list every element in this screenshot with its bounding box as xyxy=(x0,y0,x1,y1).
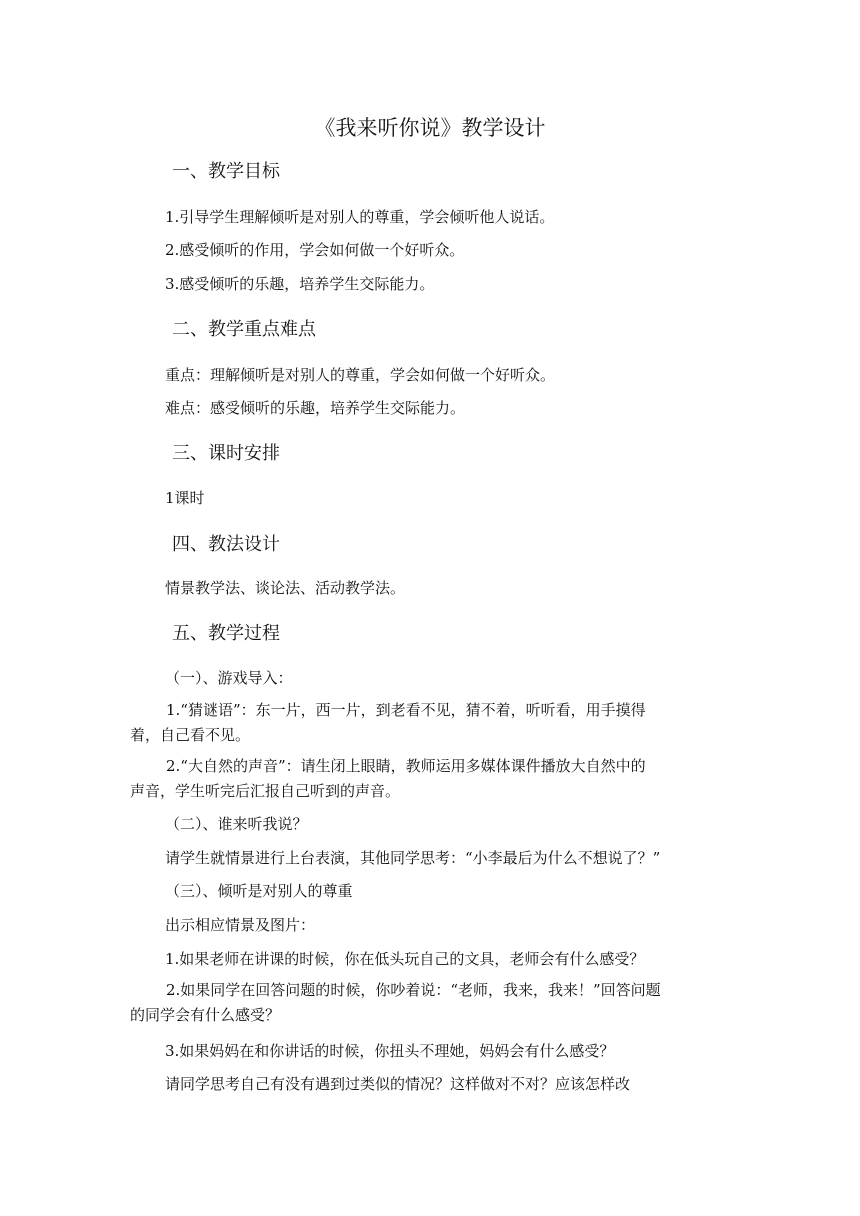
goal-item-2: 2.感受倾听的作用，学会如何做一个好听众。 xyxy=(165,241,465,259)
process-part1-title: （一）、游戏导入： xyxy=(165,669,293,687)
key-point-text: 重点：理解倾听是对别人的尊重，学会如何做一个好听众。 xyxy=(165,366,556,384)
difficulty-text: 难点：感受倾听的乐趣，培养学生交际能力。 xyxy=(165,399,466,417)
goal-item-1: 1.引导学生理解倾听是对别人的尊重，学会倾听他人说话。 xyxy=(165,208,555,226)
process-part3-item2-line1: 2.如果同学在回答问题的时候，你吵着说：“老师，我来，我来！”回答问题 xyxy=(166,981,661,999)
process-part3-item1: 1.如果老师在讲课的时候，你在低头玩自己的文具，老师会有什么感受？ xyxy=(165,950,645,968)
section-heading-schedule: 三、课时安排 xyxy=(172,443,280,464)
process-part1-item1-line1: 1.“猜谜语”：东一片，西一片，到老看不见，猜不着，听听看，用手摸得 xyxy=(166,701,646,719)
methods-text: 情景教学法、谈论法、活动教学法。 xyxy=(165,579,406,597)
process-part2-title: （二）、谁来听我说？ xyxy=(165,815,308,833)
process-part1-item1 xyxy=(130,698,735,748)
process-part3-reflect: 请同学思考自己有没有遇到过类似的情况？这样做对不对？应该怎样改 xyxy=(165,1075,631,1093)
process-part3-item2 xyxy=(130,978,735,1028)
process-part3-intro: 出示相应情景及图片： xyxy=(165,916,316,934)
process-part2-text: 请学生就情景进行上台表演，其他同学思考：“小李最后为什么不想说了？” xyxy=(165,849,661,867)
goal-item-3: 3.感受倾听的乐趣，培养学生交际能力。 xyxy=(165,275,435,293)
process-part1-item2 xyxy=(130,754,735,804)
document-title: 《我来听你说》教学设计 xyxy=(314,116,546,140)
process-part3-title: （三）、倾听是对别人的尊重 xyxy=(165,882,353,900)
process-part1-item2-line1: 2.“大自然的声音”：请生闭上眼睛，教师运用多媒体课件播放大自然中的 xyxy=(166,757,646,775)
section-heading-methods: 四、教法设计 xyxy=(172,534,280,555)
process-part3-item3: 3.如果妈妈在和你讲话的时候，你扭头不理她，妈妈会有什么感受？ xyxy=(165,1042,615,1060)
process-part1-item1-line2: 着，自己看不见。 xyxy=(130,726,251,744)
schedule-text: 1课时 xyxy=(165,489,205,507)
section-heading-goals: 一、教学目标 xyxy=(172,161,280,182)
process-part3-item2-line2: 的同学会有什么感受？ xyxy=(130,1006,281,1024)
section-heading-process: 五、教学过程 xyxy=(172,623,280,644)
process-part1-item2-line2: 声音，学生听完后汇报自己听到的声音。 xyxy=(130,782,401,800)
section-heading-key-points: 二、教学重点难点 xyxy=(172,319,316,340)
